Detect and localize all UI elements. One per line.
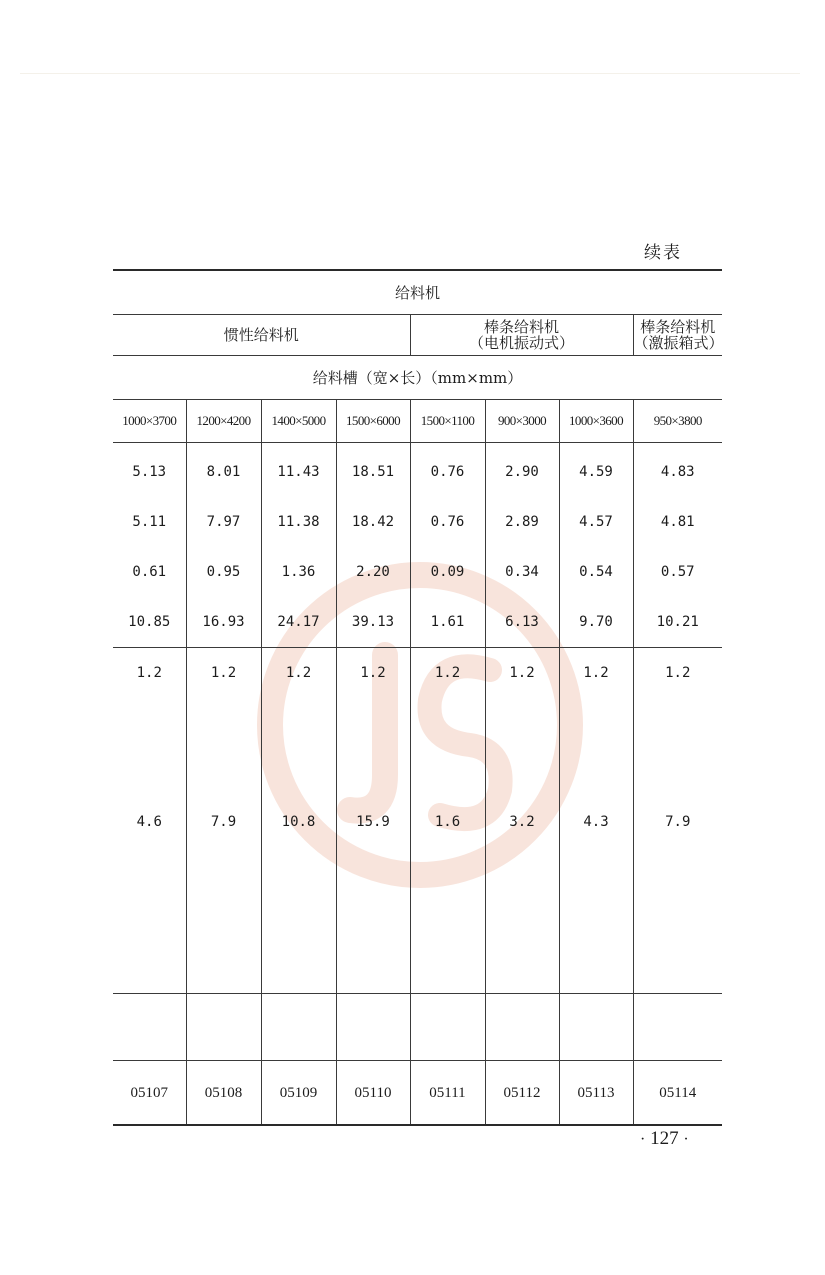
- data-cell: 0.09: [410, 547, 485, 597]
- empty-cell: [485, 994, 559, 1061]
- continued-table-label: 续表: [644, 243, 682, 263]
- lower-value: 3.2: [509, 814, 535, 830]
- size-cell: 1200×4200: [186, 400, 261, 443]
- data-cell: 9.70: [559, 597, 633, 648]
- empty-cell: [261, 994, 336, 1061]
- size-cell: 950×3800: [633, 400, 722, 443]
- data-cell: 2.89: [485, 497, 559, 547]
- subgroup-line: 棒条给料机: [483, 318, 559, 336]
- data-cell: 39.13: [336, 597, 410, 648]
- upper-value: 1.2: [434, 665, 461, 681]
- data-cell: 5.11: [113, 497, 186, 547]
- data-cell: 10.21: [633, 597, 722, 648]
- header-row-group: [113, 270, 722, 315]
- empty-cell: [633, 994, 722, 1061]
- group-title: 给料机: [113, 270, 722, 315]
- data-cell: 5.13: [113, 443, 186, 498]
- empty-cell: [410, 994, 485, 1061]
- data-cell: 4.81: [633, 497, 722, 547]
- data-cell: 8.01: [186, 443, 261, 498]
- upper-value: 1.2: [583, 665, 609, 681]
- code-cell: 05113: [559, 1061, 633, 1126]
- empty-cell: [336, 994, 410, 1061]
- data-cell: 4.59: [559, 443, 633, 498]
- code-cell: 05108: [186, 1061, 261, 1126]
- data-cell: 0.57: [633, 547, 722, 597]
- header-row-subgroups: [113, 315, 722, 356]
- data-cell: 11.38: [261, 497, 336, 547]
- size-cell: 1000×3700: [113, 400, 186, 443]
- tall-cell: [336, 648, 410, 994]
- lower-value: 4.3: [583, 814, 609, 830]
- trough-size-label: 给料槽（宽×长）（mm×mm）: [113, 356, 722, 400]
- lower-value: 15.9: [356, 814, 390, 830]
- upper-value: 1.2: [665, 665, 691, 681]
- upper-value: 1.2: [509, 665, 535, 681]
- feeder-spec-table: [113, 269, 722, 1126]
- data-row: [113, 497, 722, 547]
- data-cell: 4.83: [633, 443, 722, 498]
- code-row: [113, 1061, 722, 1126]
- data-cell: 0.61: [113, 547, 186, 597]
- tall-cell: [559, 648, 633, 994]
- tall-cell: [633, 648, 722, 994]
- data-cell: 18.42: [336, 497, 410, 547]
- page-number-value: 127: [650, 1128, 679, 1149]
- subgroup-grizzly-exciter-box: [633, 315, 722, 356]
- data-row: [113, 597, 722, 648]
- code-cell: 05111: [410, 1061, 485, 1126]
- header-row-trough: [113, 356, 722, 400]
- upper-value: 1.2: [285, 665, 312, 681]
- data-cell: 4.57: [559, 497, 633, 547]
- data-cell: 6.13: [485, 597, 559, 648]
- code-cell: 05112: [485, 1061, 559, 1126]
- tall-cell: [485, 648, 559, 994]
- lower-value: 10.8: [281, 814, 316, 830]
- subgroup-grizzly-motor-vibrated: [410, 315, 633, 356]
- tall-cell: [113, 648, 186, 994]
- code-cell: 05107: [113, 1061, 186, 1126]
- upper-value: 1.2: [210, 665, 237, 681]
- empty-row: [113, 994, 722, 1061]
- tall-cell: [261, 648, 336, 994]
- subgroup-line: 棒条给料机: [640, 318, 716, 336]
- empty-cell: [559, 994, 633, 1061]
- subgroup-line: （激振箱式）: [633, 334, 724, 352]
- lower-value: 7.9: [665, 814, 691, 830]
- data-cell: 10.85: [113, 597, 186, 648]
- code-cell: 05114: [633, 1061, 722, 1126]
- code-cell: 05110: [336, 1061, 410, 1126]
- tall-cell: [410, 648, 485, 994]
- upper-value: 1.2: [360, 665, 386, 681]
- lower-value: 7.9: [210, 814, 237, 830]
- data-cell: 0.54: [559, 547, 633, 597]
- data-cell: 7.97: [186, 497, 261, 547]
- upper-value: 1.2: [136, 665, 162, 681]
- data-row: [113, 443, 722, 498]
- lower-value: 1.6: [434, 814, 461, 830]
- page-number-mark-left: ·: [640, 1131, 646, 1148]
- empty-cell: [186, 994, 261, 1061]
- page-edge-line: [20, 73, 800, 74]
- size-cell: 1400×5000: [261, 400, 336, 443]
- data-cell: 0.76: [410, 443, 485, 498]
- size-cell: 900×3000: [485, 400, 559, 443]
- data-cell: 1.36: [261, 547, 336, 597]
- data-cell: 0.76: [410, 497, 485, 547]
- size-cell: 1500×1100: [410, 400, 485, 443]
- tall-data-row: [113, 648, 722, 994]
- empty-cell: [113, 994, 186, 1061]
- data-row: [113, 547, 722, 597]
- subgroup-inertia-feeder: 惯性给料机: [113, 315, 410, 356]
- data-cell: 1.61: [410, 597, 485, 648]
- data-cell: 2.90: [485, 443, 559, 498]
- subgroup-line: （电机振动式）: [468, 334, 574, 352]
- data-cell: 2.20: [336, 547, 410, 597]
- data-cell: 18.51: [336, 443, 410, 498]
- tall-cell: [186, 648, 261, 994]
- size-row: [113, 400, 722, 443]
- lower-value: 4.6: [136, 814, 162, 830]
- page-number-mark-right: ·: [683, 1131, 689, 1148]
- data-cell: 24.17: [261, 597, 336, 648]
- data-cell: 0.34: [485, 547, 559, 597]
- page-number: [640, 1128, 689, 1150]
- code-cell: 05109: [261, 1061, 336, 1126]
- size-cell: 1000×3600: [559, 400, 633, 443]
- size-cell: 1500×6000: [336, 400, 410, 443]
- data-cell: 16.93: [186, 597, 261, 648]
- data-cell: 0.95: [186, 547, 261, 597]
- data-cell: 11.43: [261, 443, 336, 498]
